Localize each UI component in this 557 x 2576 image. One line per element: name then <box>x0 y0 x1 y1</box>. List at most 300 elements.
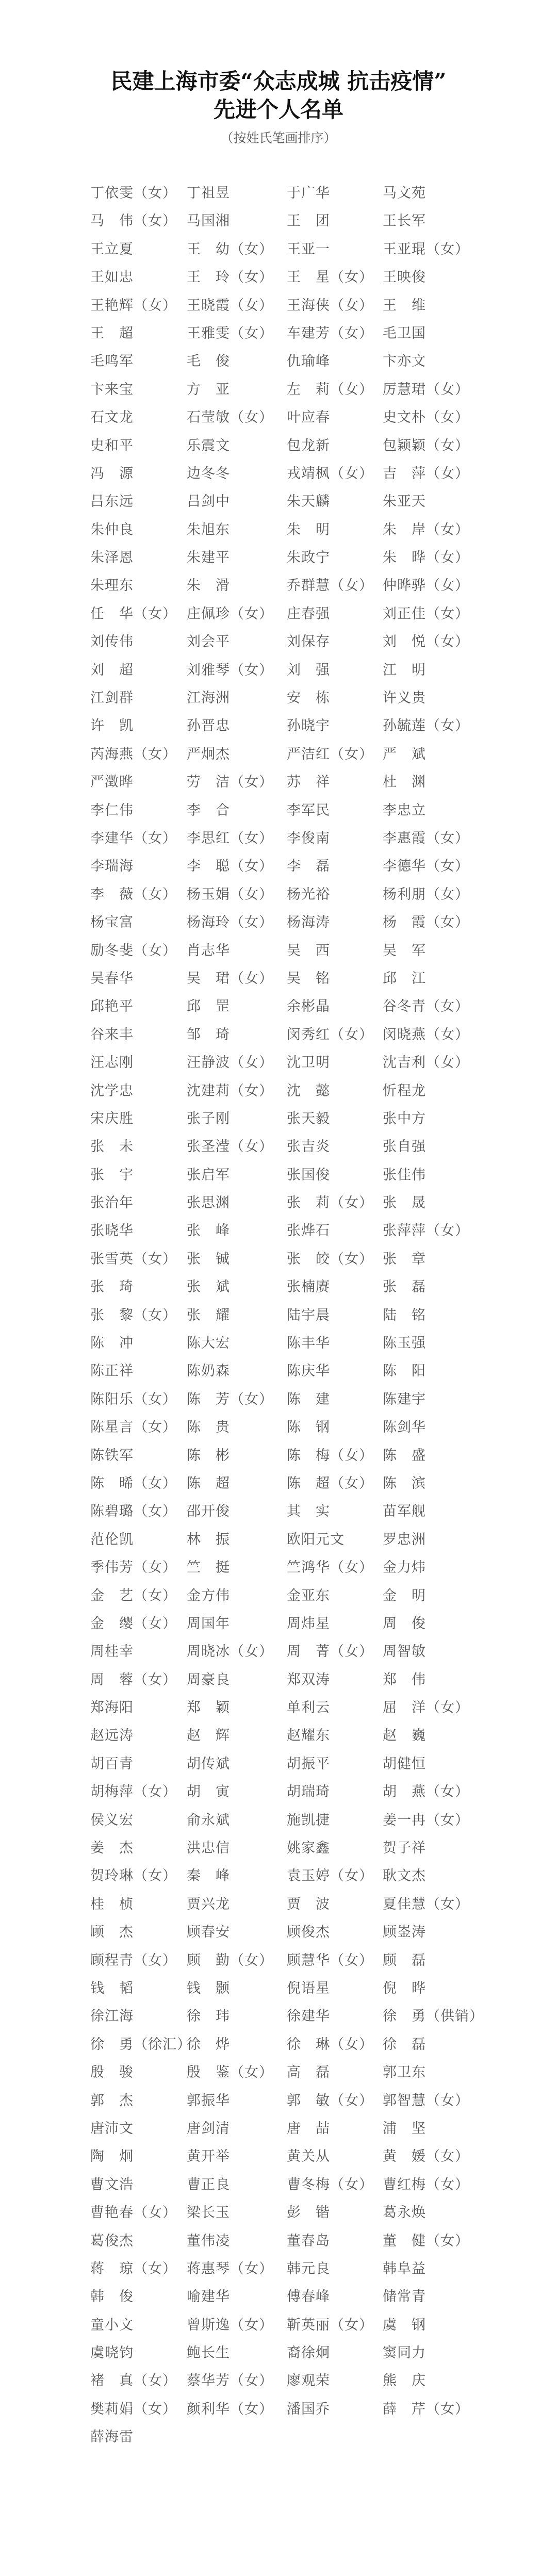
person-name: 屈 洋（女） <box>383 1700 469 1716</box>
name-row <box>0 1530 557 1557</box>
person-name: 张天毅 <box>287 1110 330 1127</box>
person-name: 李德华（女） <box>383 858 469 875</box>
person-name: 胡百青 <box>90 1755 134 1772</box>
person-name: 侯义宏 <box>90 1812 134 1828</box>
person-name: 陆 铭 <box>383 1307 426 1323</box>
person-name: 吴 西 <box>287 942 330 959</box>
person-name: 刘保存 <box>287 634 330 650</box>
person-name: 潘国乔 <box>287 2401 330 2417</box>
person-name: 陆宇晨 <box>287 1307 330 1323</box>
person-name: 喻建华 <box>187 2289 230 2305</box>
person-name: 李思红（女） <box>187 830 273 846</box>
person-name: 吴 珺（女） <box>187 970 273 987</box>
name-row <box>0 2287 557 2315</box>
name-row <box>0 604 557 632</box>
name-row <box>0 2006 557 2034</box>
person-name: 张 磊 <box>383 1279 426 1295</box>
person-name: 劳 洁（女） <box>187 774 273 791</box>
name-row <box>0 969 557 996</box>
person-name: 曹艳春（女） <box>90 2205 177 2221</box>
person-name: 朱 岸（女） <box>383 521 469 538</box>
person-name: 陈丰华 <box>287 1335 330 1352</box>
name-row <box>0 407 557 435</box>
person-name: 李建华（女） <box>90 830 177 846</box>
person-name: 李忠立 <box>383 802 426 818</box>
person-name: 殷 骏 <box>90 2064 134 2081</box>
name-row <box>0 1446 557 1473</box>
person-name: 肖志华 <box>187 942 230 959</box>
person-name: 陈星言（女） <box>90 1419 177 1436</box>
sort-note: （按姓氏笔画排序） <box>220 130 337 145</box>
person-name: 许义贵 <box>383 690 426 707</box>
person-name: 廖观荣 <box>287 2373 330 2389</box>
person-name: 胡瑞琦 <box>287 1784 330 1800</box>
person-name: 刘会平 <box>187 634 230 650</box>
person-name: 邹 琦 <box>187 1026 230 1043</box>
person-name: 史和平 <box>90 437 134 454</box>
person-name: 陈铁军 <box>90 1447 134 1464</box>
person-name: 徐 磊 <box>383 2036 426 2053</box>
person-name: 戎靖枫（女） <box>287 465 373 482</box>
person-name: 陈碧璐（女） <box>90 1503 177 1520</box>
person-name: 褚 真（女） <box>90 2373 177 2389</box>
person-name: 宋庆胜 <box>90 1110 134 1127</box>
person-name: 倪语星 <box>287 1980 330 1996</box>
person-name: 赵耀东 <box>287 1728 330 1744</box>
person-name: 周 蓉（女） <box>90 1671 177 1688</box>
person-name: 陈正祥 <box>90 1363 134 1380</box>
person-name: 任 华（女） <box>90 605 177 622</box>
person-name: 郭振华 <box>187 2092 230 2109</box>
person-name: 邵开俊 <box>187 1503 230 1520</box>
name-row <box>0 323 557 351</box>
person-name: 朱建平 <box>187 550 230 566</box>
person-name: 梁长玉 <box>187 2205 230 2221</box>
person-name: 胡传斌 <box>187 1755 230 1772</box>
person-name: 周豪良 <box>187 1671 230 1688</box>
person-name: 江剑群 <box>90 690 134 707</box>
person-name: 姚家鑫 <box>287 1840 330 1857</box>
name-row <box>0 2371 557 2399</box>
person-name: 唐 喆 <box>287 2120 330 2137</box>
name-row <box>0 1389 557 1417</box>
person-name: 张雪英（女） <box>90 1251 177 1267</box>
person-name: 陶 炯 <box>90 2148 134 2165</box>
person-name: 张 皎（女） <box>287 1251 373 1267</box>
name-row <box>0 1333 557 1361</box>
name-row <box>0 2343 557 2371</box>
person-name: 包颖颖（女） <box>383 437 469 454</box>
name-row <box>0 856 557 884</box>
name-row <box>0 2231 557 2259</box>
name-row <box>0 1950 557 1978</box>
person-name: 张 未 <box>90 1139 134 1155</box>
person-name: 贾兴龙 <box>187 1896 230 1912</box>
name-row <box>0 2203 557 2230</box>
name-row <box>0 267 557 295</box>
person-name: 王晓霞（女） <box>187 297 273 314</box>
person-name: 石文龙 <box>90 409 134 426</box>
person-name: 车建芳（女） <box>287 325 373 341</box>
person-name: 杨光裕 <box>287 886 330 903</box>
person-name: 郭卫东 <box>383 2064 426 2081</box>
person-name: 张 晟 <box>383 1195 426 1211</box>
person-name: 吕剑中 <box>187 494 230 510</box>
person-name: 张佳伟 <box>383 1167 426 1183</box>
person-name: 芮海燕（女） <box>90 746 177 762</box>
person-name: 蒋惠琴（女） <box>187 2260 273 2277</box>
name-row <box>0 1137 557 1164</box>
person-name: 苗军舰 <box>383 1503 426 1520</box>
person-name: 倪 晔 <box>383 1980 426 1996</box>
person-name: 石莹敏（女） <box>187 409 273 426</box>
name-row <box>0 2399 557 2427</box>
person-name: 杜 渊 <box>383 774 426 791</box>
person-name: 冯 源 <box>90 465 134 482</box>
name-row <box>0 1978 557 2006</box>
name-row <box>0 548 557 576</box>
name-row <box>0 744 557 772</box>
name-row <box>0 2259 557 2287</box>
person-name: 竺 挺 <box>187 1560 230 1576</box>
page-title-line2: 先进个人名单 <box>213 97 343 122</box>
person-name: 卞亦文 <box>383 353 426 370</box>
person-name: 张治年 <box>90 1195 134 1211</box>
name-row <box>0 1417 557 1445</box>
name-row <box>0 1053 557 1080</box>
person-name: 朱旭东 <box>187 521 230 538</box>
person-name: 陈 钢 <box>287 1419 330 1436</box>
person-name: 姜一冉（女） <box>383 1812 469 1828</box>
person-name: 陈 芳（女） <box>187 1391 273 1407</box>
name-row <box>0 1025 557 1053</box>
person-name: 胡 燕（女） <box>383 1784 469 1800</box>
person-name: 沈 懿 <box>287 1082 330 1099</box>
person-name: 汪静波（女） <box>187 1055 273 1071</box>
person-name: 黄开举 <box>187 2148 230 2165</box>
person-name: 姜 杰 <box>90 1840 134 1857</box>
person-name: 郑 颖 <box>187 1700 230 1716</box>
name-row <box>0 520 557 548</box>
person-name: 郭 敏（女） <box>287 2092 373 2109</box>
person-name: 张圣滢（女） <box>187 1139 273 1155</box>
name-row <box>0 1642 557 1669</box>
name-row <box>0 296 557 323</box>
person-name: 鲍长生 <box>187 2345 230 2361</box>
person-name: 王海侠（女） <box>287 297 373 314</box>
person-name: 黄 媛（女） <box>383 2148 469 2165</box>
person-name: 张萍萍（女） <box>383 1223 469 1239</box>
person-name: 陈阳乐（女） <box>90 1391 177 1407</box>
person-name: 蒋 琼（女） <box>90 2260 177 2277</box>
person-name: 周桂幸 <box>90 1644 134 1660</box>
person-name: 卞来宝 <box>90 381 134 398</box>
name-row <box>0 1361 557 1389</box>
person-name: 季伟芳（女） <box>90 1560 177 1576</box>
person-name: 安 栋 <box>287 690 330 707</box>
person-name: 金方伟 <box>187 1587 230 1604</box>
person-name: 顾程青（女） <box>90 1952 177 1968</box>
name-row <box>0 884 557 912</box>
person-name: 傅春峰 <box>287 2289 330 2305</box>
person-name: 吴 军 <box>383 942 426 959</box>
person-name: 其 实 <box>287 1503 330 1520</box>
person-name: 浦 坚 <box>383 2120 426 2137</box>
person-name: 顾 杰 <box>90 1924 134 1941</box>
name-row <box>0 2119 557 2146</box>
person-name: 胡健恒 <box>383 1755 426 1772</box>
name-row <box>0 1081 557 1109</box>
name-row <box>0 351 557 379</box>
person-name: 叶应春 <box>287 409 330 426</box>
person-name: 薛 芹（女） <box>383 2401 469 2417</box>
name-row <box>0 2062 557 2090</box>
name-row <box>0 1726 557 1753</box>
person-name: 杨 霞（女） <box>383 914 469 931</box>
person-name: 徐江海 <box>90 2008 134 2025</box>
name-row <box>0 1866 557 1894</box>
person-name: 刘传伟 <box>90 634 134 650</box>
person-name: 葛俊杰 <box>90 2233 134 2249</box>
person-name: 徐 琳（女） <box>287 2036 373 2053</box>
person-name: 王映俊 <box>383 269 426 286</box>
person-name: 马 伟（女） <box>90 213 177 229</box>
person-name: 赵 巍 <box>383 1728 426 1744</box>
name-row <box>0 2315 557 2343</box>
name-row <box>0 1305 557 1333</box>
person-name: 郭 杰 <box>90 2092 134 2109</box>
person-name: 王 幼（女） <box>187 241 273 257</box>
person-name: 陈剑华 <box>383 1419 426 1436</box>
person-name: 樊莉娟（女） <box>90 2401 177 2417</box>
person-name: 葛永焕 <box>383 2205 426 2221</box>
name-row <box>0 772 557 800</box>
person-name: 吴 铭 <box>287 970 330 987</box>
person-name: 张子刚 <box>187 1110 230 1127</box>
person-name: 包龙新 <box>287 437 330 454</box>
person-name: 曹文浩 <box>90 2176 134 2193</box>
person-name: 贺子祥 <box>383 1840 426 1857</box>
person-name: 张吉炎 <box>287 1139 330 1155</box>
person-name: 周智敏 <box>383 1644 426 1660</box>
name-row <box>0 1193 557 1221</box>
name-row <box>0 1782 557 1810</box>
person-name: 严洁红（女） <box>287 746 373 762</box>
person-name: 张 莉（女） <box>287 1195 373 1211</box>
person-name: 刘 强 <box>287 662 330 678</box>
person-name: 严 斌 <box>383 746 426 762</box>
person-name: 严澂晔 <box>90 774 134 791</box>
person-name: 江 明 <box>383 662 426 678</box>
person-name: 朱 晔（女） <box>383 550 469 566</box>
person-name: 王 超 <box>90 325 134 341</box>
person-name: 高 磊 <box>287 2064 330 2081</box>
person-name: 余彬晶 <box>287 998 330 1015</box>
name-row <box>0 1838 557 1866</box>
name-row <box>0 912 557 940</box>
person-name: 边冬冬 <box>187 465 230 482</box>
person-name: 张启军 <box>187 1167 230 1183</box>
person-name: 张国俊 <box>287 1167 330 1183</box>
person-name: 朱理东 <box>90 578 134 594</box>
person-name: 竺鸿华（女） <box>287 1560 373 1576</box>
person-name: 毛 俊 <box>187 353 230 370</box>
person-name: 邱艳平 <box>90 998 134 1015</box>
person-name: 刘 悦（女） <box>383 634 469 650</box>
person-name: 顾 勤（女） <box>187 1952 273 1968</box>
person-name: 徐 勇（供销） <box>383 2008 484 2025</box>
name-row <box>0 2427 557 2455</box>
person-name: 徐 勇（徐汇） <box>90 2036 191 2053</box>
name-row <box>0 1894 557 1922</box>
person-name: 周 俊 <box>383 1615 426 1632</box>
person-name: 曾斯逸（女） <box>187 2317 273 2333</box>
person-name: 杨海涛 <box>287 914 330 931</box>
person-name: 庄佩珍（女） <box>187 605 273 622</box>
person-name: 朱天麟 <box>287 494 330 510</box>
person-name: 陈 阳 <box>383 1363 426 1380</box>
person-name: 张晓华 <box>90 1223 134 1239</box>
person-name: 江海洲 <box>187 690 230 707</box>
page-title: 民建上海市委“众志成城 抗击疫情” <box>110 69 447 94</box>
person-name: 吕东远 <box>90 494 134 510</box>
person-name: 张 琦 <box>90 1279 134 1295</box>
person-name: 丁依雯（女） <box>90 185 177 201</box>
person-name: 赵 辉 <box>187 1728 230 1744</box>
person-name: 刘 超 <box>90 662 134 678</box>
person-name: 陈庆华 <box>287 1363 330 1380</box>
person-name: 周炜星 <box>287 1615 330 1632</box>
person-name: 童小文 <box>90 2317 134 2333</box>
name-row <box>0 1754 557 1782</box>
name-row <box>0 800 557 828</box>
person-name: 李惠霞（女） <box>383 830 469 846</box>
person-name: 李 合 <box>187 802 230 818</box>
name-row <box>0 2091 557 2119</box>
person-name: 张思渊 <box>187 1195 230 1211</box>
person-name: 陈 贵 <box>187 1419 230 1436</box>
name-row <box>0 828 557 856</box>
person-name: 王长军 <box>383 213 426 229</box>
person-name: 殷 鉴（女） <box>187 2064 273 2081</box>
person-name: 赵远涛 <box>90 1728 134 1744</box>
name-row <box>0 996 557 1024</box>
person-name: 曹冬梅（女） <box>287 2176 373 2193</box>
person-name: 丁祖昱 <box>187 185 230 201</box>
person-name: 胡振平 <box>287 1755 330 1772</box>
person-name: 李仁伟 <box>90 802 134 818</box>
person-name: 王 团 <box>287 213 330 229</box>
person-name: 颜利华（女） <box>187 2401 273 2417</box>
person-name: 曹红梅（女） <box>383 2176 469 2193</box>
name-row <box>0 1922 557 1950</box>
person-name: 胡梅萍（女） <box>90 1784 177 1800</box>
person-name: 袁玉婷（女） <box>287 1868 373 1884</box>
name-row <box>0 1557 557 1585</box>
person-name: 李 薇（女） <box>90 886 177 903</box>
name-row <box>0 1109 557 1137</box>
person-name: 杨宝富 <box>90 914 134 931</box>
person-name: 钱 颢 <box>187 1980 230 1996</box>
person-name: 陈 滨 <box>383 1475 426 1491</box>
name-row <box>0 1473 557 1501</box>
person-name: 汪志刚 <box>90 1055 134 1071</box>
person-name: 董春岛 <box>287 2233 330 2249</box>
person-name: 仲晔骅（女） <box>383 578 469 594</box>
name-row <box>0 1586 557 1614</box>
name-row <box>0 1277 557 1305</box>
person-name: 徐 烨 <box>187 2036 230 2053</box>
person-name: 王亚一 <box>287 241 330 257</box>
person-name: 陈 彬 <box>187 1447 230 1464</box>
person-name: 罗忠洲 <box>383 1531 426 1548</box>
person-name: 林 振 <box>187 1531 230 1548</box>
name-row <box>0 1165 557 1193</box>
person-name: 陈大宏 <box>187 1335 230 1352</box>
person-name: 孙晓宇 <box>287 718 330 734</box>
person-name: 王立夏 <box>90 241 134 257</box>
person-name: 张 宇 <box>90 1167 134 1183</box>
person-name: 郑双涛 <box>287 1671 330 1688</box>
name-row <box>0 688 557 716</box>
person-name: 朱仲良 <box>90 521 134 538</box>
person-name: 乐震文 <box>187 437 230 454</box>
person-name: 欧阳元文 <box>287 1531 345 1548</box>
person-name: 毛鸣军 <box>90 353 134 370</box>
name-row <box>0 183 557 211</box>
name-row <box>0 436 557 464</box>
person-name: 陈 晞（女） <box>90 1475 177 1491</box>
person-name: 耿文杰 <box>383 1868 426 1884</box>
person-name: 范伦凯 <box>90 1531 134 1548</box>
name-row <box>0 211 557 239</box>
person-name: 徐建华 <box>287 2008 330 2025</box>
person-name: 周国年 <box>187 1615 230 1632</box>
person-name: 周 菁（女） <box>287 1644 373 1660</box>
person-name: 周晓冰（女） <box>187 1644 273 1660</box>
person-name: 贾 波 <box>287 1896 330 1912</box>
person-name: 方 亚 <box>187 381 230 398</box>
person-name: 胡 寅 <box>187 1784 230 1800</box>
person-name: 蔡华芳（女） <box>187 2373 273 2389</box>
person-name: 厉慧珺（女） <box>383 381 469 398</box>
person-name: 沈卫明 <box>287 1055 330 1071</box>
name-row <box>0 491 557 519</box>
person-name: 李俊南 <box>287 830 330 846</box>
person-name: 李瑞海 <box>90 858 134 875</box>
person-name: 顾慧华（女） <box>287 1952 373 1968</box>
name-row <box>0 941 557 969</box>
person-name: 刘雅琴（女） <box>187 662 273 678</box>
person-name: 庄春强 <box>287 605 330 622</box>
person-name: 闵秀红（女） <box>287 1026 373 1043</box>
person-name: 洪忠信 <box>187 1840 230 1857</box>
person-name: 王艳辉（女） <box>90 297 177 314</box>
person-name: 陈奶森 <box>187 1363 230 1380</box>
person-name: 陈 超（女） <box>287 1475 373 1491</box>
person-name: 黄关从 <box>287 2148 330 2165</box>
person-name: 张 黎（女） <box>90 1307 177 1323</box>
person-name: 李 磊 <box>287 858 330 875</box>
person-name: 单利云 <box>287 1700 330 1716</box>
person-name: 郑海阳 <box>90 1700 134 1716</box>
person-name: 顾崟涛 <box>383 1924 426 1941</box>
person-name: 曹正良 <box>187 2176 230 2193</box>
person-name: 陈 建 <box>287 1391 330 1407</box>
name-row <box>0 1698 557 1726</box>
person-name: 俞永斌 <box>187 1812 230 1828</box>
person-name: 王亚琨（女） <box>383 241 469 257</box>
